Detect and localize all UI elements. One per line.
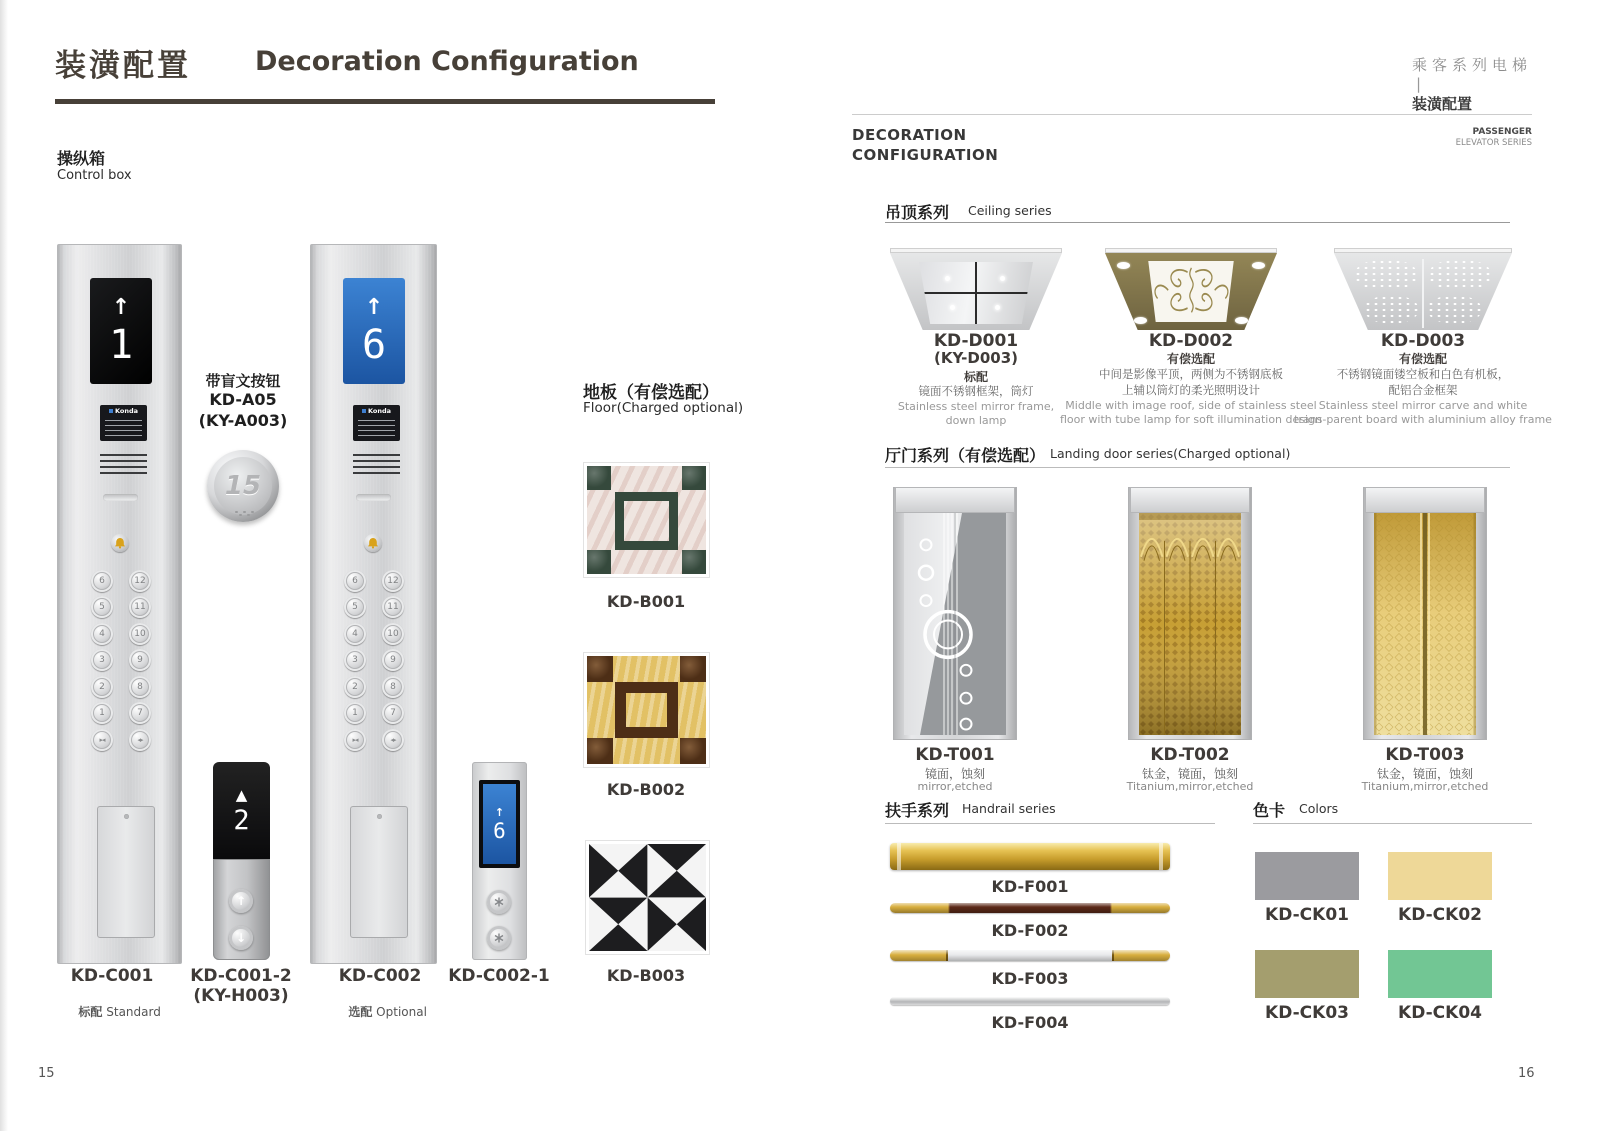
hall-panel-kd-c001-2	[213, 762, 270, 960]
service-panel	[97, 806, 155, 938]
heading-en-line1: DECORATION	[852, 126, 967, 144]
scroll-ornament	[1145, 261, 1238, 322]
label-kd-c001-2: KD-C001-2	[190, 966, 292, 986]
handrail-rule	[885, 823, 1215, 824]
floor-button-1: 1	[91, 702, 113, 724]
tile-border-ring	[615, 682, 678, 738]
tile-corner	[680, 656, 706, 682]
door-open-button	[382, 729, 404, 751]
control-panel-kd-c002	[310, 244, 437, 964]
braille-dots	[243, 511, 246, 514]
hall-call-button-up	[487, 890, 511, 914]
heading-en-line2: CONFIGURATION	[852, 146, 999, 164]
floor-button-3: 3	[91, 649, 113, 671]
floor-button-5: 5	[344, 596, 366, 618]
tile-corner	[682, 466, 706, 490]
handrail-kd-f004	[890, 997, 1170, 1005]
floor-button-4: 4	[91, 623, 113, 645]
floor-button-2: 2	[344, 676, 366, 698]
control-panel-kd-c001	[57, 244, 182, 964]
star-icon	[494, 897, 504, 907]
sub-zh: 标配	[78, 1005, 103, 1019]
kd-d003-desc-zh1: 不锈钢镜面镂空板和白色有机板，	[1336, 367, 1510, 381]
floor-indicator: 1	[108, 322, 134, 368]
corner-lamp	[1117, 262, 1130, 269]
floor-button-11: 11	[129, 596, 151, 618]
nameplate-lines	[105, 418, 143, 436]
breadcrumb-series: 乘客系列电梯	[1411, 56, 1532, 74]
label-kd-b001: KD-B001	[606, 592, 686, 611]
kd-d003-desc-en2: trans-parent board with aluminium alloy frame	[1294, 413, 1552, 426]
label-kd-t001: KD-T001	[915, 745, 995, 765]
floor-indicator: 2	[233, 804, 250, 836]
floor-button-7: 7	[382, 702, 404, 724]
kd-d003-desc-zh2: 配铝合金框架	[1388, 383, 1458, 397]
kd-d001-desc-en2: down lamp	[945, 414, 1007, 427]
hall-up-button	[229, 889, 253, 913]
floor-tile-kd-b002	[583, 652, 710, 768]
door-open-icon: ◂▸	[137, 736, 143, 744]
floor-indicator: 6	[361, 322, 387, 368]
braille-label-line3: (KY-A003)	[198, 411, 288, 430]
kd-t001-zh: 镜面，蚀刻	[924, 767, 986, 781]
ceiling-frame	[1334, 253, 1512, 330]
control-box-heading-zh: 操纵箱	[57, 149, 106, 168]
label-kd-f004: KD-F004	[991, 1013, 1069, 1032]
door-heading-zh: 厅门系列（有偿选配）	[885, 446, 1046, 465]
hall-call-button-down	[487, 926, 511, 950]
label-kd-c001-sub	[63, 989, 161, 1034]
ornament-panel	[1145, 261, 1238, 322]
page-number-right: 16	[1518, 1066, 1535, 1081]
label-kd-d002: KD-D002	[1148, 331, 1234, 351]
page-edge	[0, 0, 8, 1131]
up-arrow-icon: ↑	[364, 295, 384, 320]
door-leaves	[1139, 513, 1241, 735]
floor-tile-kd-b001	[583, 462, 710, 578]
label-kd-t002: KD-T002	[1150, 745, 1230, 765]
handrail-heading-en: Handrail series	[962, 801, 1056, 816]
floor-button-4: 4	[344, 623, 366, 645]
nameplate	[353, 405, 400, 441]
landing-door-kd-t003	[1363, 487, 1487, 740]
down-arrow-icon: ↓	[235, 931, 247, 945]
up-arrow-icon: ↑	[111, 295, 131, 320]
label-kd-f001: KD-F001	[991, 877, 1069, 896]
corner-lamp	[1235, 317, 1248, 324]
sub-en: Standard	[106, 1005, 161, 1019]
color-swatch-kd-ck02	[1388, 852, 1492, 900]
floor-button-7: 7	[129, 702, 151, 724]
kd-d001-desc-zh: 镜面不锈钢框架，筒灯	[918, 384, 1034, 398]
floor-button-9: 9	[382, 649, 404, 671]
breadcrumb-divider: |	[1415, 75, 1422, 93]
hall-display-screen	[483, 784, 516, 864]
floor-button-12: 12	[129, 570, 151, 592]
door-close-button	[91, 729, 113, 751]
up-arrow-icon: ▲	[235, 785, 248, 804]
braille-button-face	[214, 457, 272, 515]
floor-button-12: 12	[382, 570, 404, 592]
hall-down-button	[229, 926, 253, 950]
kd-t002-en: Titanium,mirror,etched	[1126, 780, 1254, 793]
perforated-panel	[1427, 295, 1482, 324]
kd-d002-desc-en2: floor with tube lamp for soft illumination design	[1059, 413, 1323, 426]
label-kd-f002: KD-F002	[991, 921, 1069, 940]
ceiling-kd-d001	[890, 248, 1062, 330]
label-kd-d001: KD-D001	[933, 331, 1019, 351]
door-close-icon: ▸◂	[352, 736, 358, 744]
label-kd-f003: KD-F003	[991, 969, 1069, 988]
door-open-button	[129, 729, 151, 751]
up-arrow-icon: ↑	[235, 894, 247, 908]
page-number-left: 15	[38, 1066, 55, 1081]
floor-button-6: 6	[344, 570, 366, 592]
handrail-kd-f003	[890, 950, 1170, 961]
label-kd-c002-sub	[333, 989, 427, 1034]
door-open-icon: ◂▸	[390, 736, 396, 744]
door-leaves	[904, 513, 1006, 735]
floor-display	[90, 278, 152, 384]
corner-lamp	[1252, 262, 1265, 269]
floor-button-5: 5	[91, 596, 113, 618]
corner-lamp	[1134, 317, 1147, 324]
color-swatch-kd-ck04	[1388, 950, 1492, 998]
speaker-grille	[353, 452, 400, 474]
floor-button-1: 1	[344, 702, 366, 724]
color-swatch-kd-ck03	[1255, 950, 1359, 998]
braille-button-number: 15	[224, 471, 262, 501]
page-title-zh: 装潢配置	[55, 48, 191, 84]
floor-button-8: 8	[129, 676, 151, 698]
floor-button-10: 10	[129, 623, 151, 645]
ceiling-edge	[890, 248, 1062, 253]
alarm-bell-button	[111, 534, 129, 552]
door-rule	[885, 467, 1510, 468]
hall-display	[479, 780, 520, 868]
kd-t003-en: Titanium,mirror,etched	[1361, 780, 1489, 793]
landing-door-kd-t002	[1128, 487, 1252, 740]
perforated-panel	[1364, 295, 1419, 324]
door-lintel	[1365, 487, 1485, 513]
door-lintel	[895, 487, 1015, 513]
ceiling-kd-d002	[1105, 248, 1277, 330]
bell-icon	[367, 537, 379, 549]
hall-display	[213, 762, 270, 859]
ceiling-frame	[890, 253, 1062, 330]
floor-display	[343, 278, 405, 384]
page-title-en: Decoration Configuration	[255, 46, 639, 77]
door-close-icon: ▸◂	[99, 736, 105, 744]
series-tag-line1: PASSENGER	[1472, 127, 1532, 137]
hall-panel-kd-c002-1	[472, 762, 527, 960]
control-box-heading-en: Control box	[57, 168, 132, 183]
floor-button-3: 3	[344, 649, 366, 671]
mirror-panels	[914, 262, 1038, 324]
tile-border-ring	[615, 492, 678, 550]
speaker-grille	[100, 452, 147, 474]
kd-d003-desc-en1: Stainless steel mirror carve and white	[1318, 399, 1528, 412]
floor-button-11: 11	[382, 596, 404, 618]
braille-button-kd-a05	[207, 450, 279, 522]
tile-corner	[587, 550, 611, 574]
label-kd-ck01: KD-CK01	[1265, 905, 1349, 925]
tile-corner	[587, 466, 611, 490]
handrail-kd-f001	[890, 843, 1170, 870]
floor-button-6: 6	[91, 570, 113, 592]
landing-door-kd-t001	[893, 487, 1017, 740]
ceiling-edge	[1334, 248, 1512, 253]
label-kd-b003: KD-B003	[606, 966, 686, 985]
title-rule	[55, 99, 715, 104]
label-kd-d001-tag: 标配	[963, 370, 989, 384]
door-lintel	[1130, 487, 1250, 513]
ceiling-frame	[1105, 253, 1277, 330]
label-kd-ck03: KD-CK03	[1265, 1003, 1349, 1023]
service-panel	[350, 806, 408, 938]
label-kd-ck02: KD-CK02	[1398, 905, 1482, 925]
tile-corner	[680, 738, 706, 764]
tile-corner	[587, 656, 613, 682]
key-slot	[356, 494, 391, 501]
etched-mirror-door	[904, 513, 1006, 735]
tile-corner	[682, 550, 706, 574]
star-icon	[494, 933, 504, 943]
kd-d001-desc-en1: Stainless steel mirror frame,	[897, 400, 1055, 413]
label-kd-c002-1: KD-C002-1	[448, 966, 550, 986]
brand-logo: Konda	[362, 408, 391, 415]
color-swatch-kd-ck01	[1255, 852, 1359, 900]
kd-t002-zh: 钛金，镜面，蚀刻	[1141, 767, 1239, 781]
label-kd-d002-tag: 有偿选配	[1166, 352, 1216, 366]
floor-heading-en: Floor(Charged optional)	[583, 400, 744, 416]
colors-heading-zh: 色卡	[1253, 801, 1286, 820]
up-arrow-icon: ↑	[494, 805, 505, 819]
braille-label-line2: KD-A05	[209, 390, 277, 409]
floor-indicator: 6	[493, 818, 506, 843]
nameplate-lines	[358, 418, 396, 436]
door-heading-en: Landing door series(Charged optional)	[1050, 446, 1291, 461]
ceiling-heading-zh: 吊顶系列	[885, 203, 950, 222]
titanium-mirror-door	[1374, 513, 1476, 735]
label-kd-c001-2-sub: (KY-H003)	[193, 986, 289, 1006]
titanium-etched-door	[1139, 513, 1241, 735]
nameplate	[100, 405, 147, 441]
door-leaves	[1374, 513, 1476, 735]
sub-en: Optional	[376, 1005, 427, 1019]
floor-tile-kd-b003	[585, 840, 710, 955]
label-kd-d001-alt: (KY-D003)	[934, 349, 1018, 367]
label-kd-d003: KD-D003	[1380, 331, 1466, 351]
tile-corner	[587, 738, 613, 764]
kd-t003-zh: 钛金，镜面，蚀刻	[1376, 767, 1474, 781]
alarm-bell-button	[364, 534, 382, 552]
colors-heading-en: Colors	[1299, 801, 1339, 816]
ceiling-heading-en: Ceiling series	[968, 203, 1052, 218]
header-rule	[852, 114, 1532, 115]
brand-logo: Konda	[109, 408, 138, 415]
floor-button-9: 9	[129, 649, 151, 671]
floor-button-10: 10	[382, 623, 404, 645]
handrail-heading-zh: 扶手系列	[885, 801, 950, 820]
series-tag-line2: ELEVATOR SERIES	[1455, 138, 1532, 148]
ceiling-edge	[1105, 248, 1277, 253]
sub-zh: 选配	[348, 1005, 373, 1019]
pinwheel-pattern	[589, 844, 706, 951]
center-divider	[1422, 259, 1424, 328]
ceiling-rule	[885, 222, 1510, 223]
ceiling-kd-d003	[1334, 248, 1512, 330]
floor-button-2: 2	[91, 676, 113, 698]
breadcrumb	[1393, 36, 1532, 132]
floor-button-8: 8	[382, 676, 404, 698]
perforated-panel	[1428, 259, 1492, 291]
breadcrumb-current: 装潢配置	[1411, 95, 1472, 113]
door-close-button	[344, 729, 366, 751]
label-kd-ck04: KD-CK04	[1398, 1003, 1482, 1023]
floor-heading-zh: 地板（有偿选配）	[583, 383, 719, 403]
label-kd-d003-tag: 有偿选配	[1398, 352, 1448, 366]
label-kd-c001: KD-C001	[70, 966, 154, 986]
kd-t001-en: mirror,etched	[917, 780, 993, 793]
kd-d002-desc-en1: Middle with image roof, side of stainless steel	[1065, 399, 1317, 412]
kd-d002-desc-zh1: 中间是影像平顶，两侧为不锈钢底板	[1099, 367, 1283, 381]
handrail-kd-f002	[890, 903, 1170, 913]
label-kd-t003: KD-T003	[1385, 745, 1465, 765]
kd-d002-desc-zh2: 上辅以筒灯的柔光照明设计	[1122, 383, 1260, 397]
perforated-panel	[1354, 259, 1418, 291]
bell-icon	[114, 537, 126, 549]
label-kd-b002: KD-B002	[606, 780, 686, 799]
key-slot	[103, 494, 138, 501]
braille-label-line1: 带盲文按钮	[205, 372, 281, 390]
label-kd-c002: KD-C002	[338, 966, 422, 986]
colors-rule	[1253, 823, 1532, 824]
